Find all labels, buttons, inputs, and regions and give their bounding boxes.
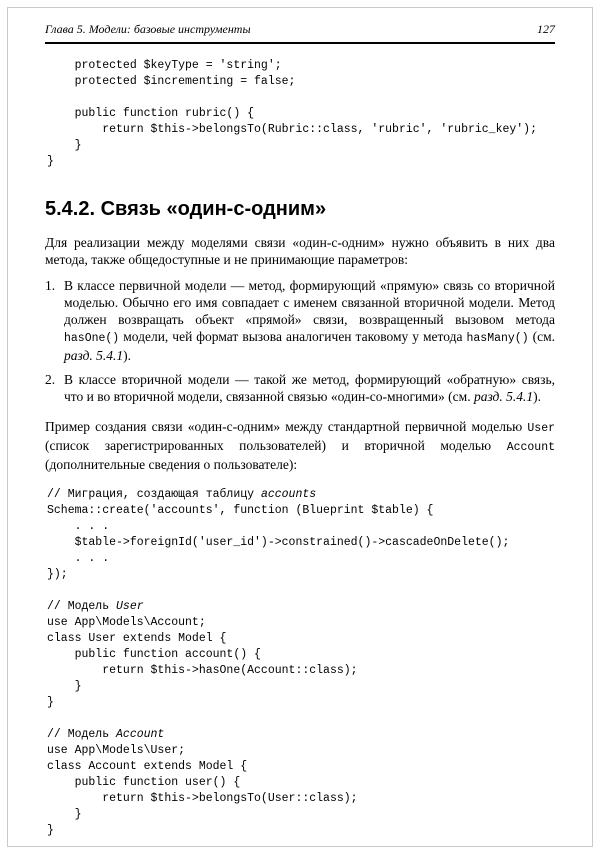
code-line (47, 583, 555, 599)
list-number: 2. (45, 372, 56, 387)
code-block-example (47, 487, 555, 839)
code-line: } (47, 696, 54, 709)
code-line: $table->foreignId('user_id')->constrained()->cascadeOnDelete(); (47, 536, 510, 549)
code-line: class User extends Model { (47, 632, 227, 645)
code-line: }); (47, 568, 68, 581)
code-line: public function user() { (47, 776, 241, 789)
code-line: // Модель User (47, 600, 144, 613)
code-line: } (47, 680, 82, 693)
relation-method-list (45, 277, 555, 405)
code-line: // Миграция, создающая таблицу accounts (47, 488, 317, 501)
code-line: return $this->belongsTo(User::class); (47, 792, 358, 805)
code-line: return $this->belongsTo(Rubric::class, 'rubric', 'rubric_key'); (47, 123, 537, 136)
code-line: use App\Models\User; (47, 744, 186, 757)
code-line: protected $keyType = 'string'; (47, 59, 282, 72)
list-item-text: В классе первичной модели — метод, формирующий «прямую» связь со вторичной моделью. Обычно его имя совпадает с именем связанной вторичной модели. Метод должен возвращать объект «прямой» связи, возвращенный вызовом метода hasOne() модели, чей формат вызова аналогичен таковому у метода hasMany() (см. разд. 5.4.1). (64, 278, 556, 363)
code-line: protected $incrementing = false; (47, 75, 296, 88)
page-header (45, 22, 555, 44)
code-line (47, 711, 555, 727)
code-line: // Модель Account (47, 728, 165, 741)
code-line: class Account extends Model { (47, 760, 248, 773)
chapter-header-text: Глава 5. Модели: базовые инструменты (45, 22, 251, 36)
code-line: Schema::create('accounts', function (Blueprint $table) { (47, 504, 434, 517)
code-line: } (47, 824, 54, 837)
code-line: use App\Models\Account; (47, 616, 206, 629)
code-line (47, 90, 555, 106)
list-item-secondary-model (45, 371, 555, 405)
list-item-text: В классе вторичной модели — такой же метод, формирующий «обратную» связь, что и во вторичной модели, связанной связью «один-со-многими» (см. разд. 5.4.1). (64, 372, 555, 404)
code-line: return $this->hasOne(Account::class); (47, 664, 358, 677)
code-line: public function account() { (47, 648, 261, 661)
code-line: public function rubric() { (47, 107, 255, 120)
code-line: . . . (47, 520, 110, 533)
code-line: . . . (47, 552, 110, 565)
code-line: } (47, 139, 82, 152)
code-line: } (47, 155, 54, 168)
example-paragraph: Пример создания связи «один-с-одним» между стандартной первичной моделью User (список зарегистрированных пользователей) и вторичной моделью Account (дополнительные сведения о пользователе): (45, 419, 555, 472)
code-line: } (47, 808, 82, 821)
list-number: 1. (45, 278, 56, 293)
list-item-primary-model (45, 277, 555, 364)
code-block-model-rubric (47, 58, 555, 170)
page-number: 127 (537, 22, 555, 36)
section-heading: 5.4.2. Связь «один-с-одним» (45, 198, 327, 220)
intro-paragraph: Для реализации между моделями связи «один-с-одним» нужно объявить в них два метода, также общедоступные и не принимающие параметров: (45, 235, 555, 267)
